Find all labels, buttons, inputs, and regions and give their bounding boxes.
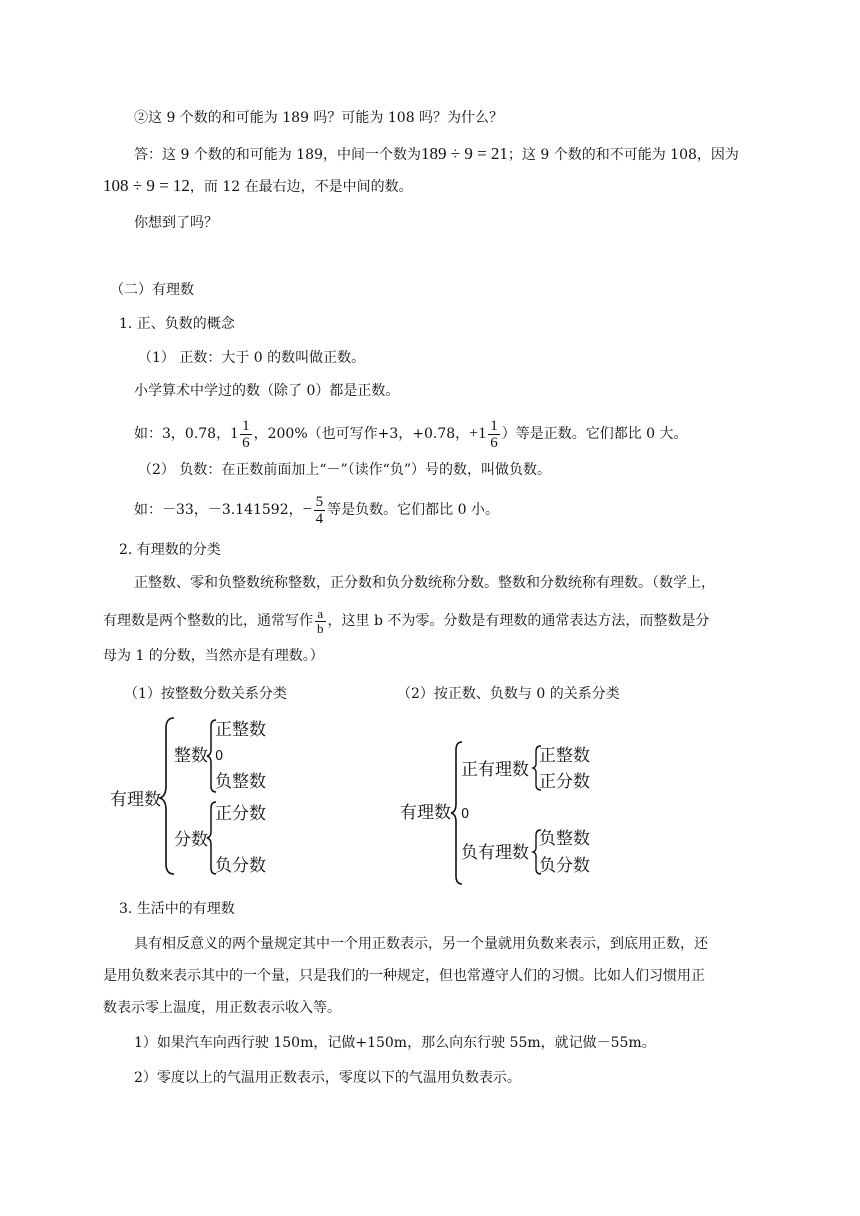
equation-108-div-9: 108 ÷ 9 = 12 [103,176,190,195]
answer-text-a: 答：这 9 个数的和可能为 189，中间一个数为 [134,147,421,163]
tree2-root: 有理数 [400,803,451,823]
classification-para-line-3: 母为 1 的分数，当然亦是有理数。） [103,648,324,664]
think-prompt: 你想到了吗？ [134,215,218,231]
fraction-numerator: a [315,607,326,622]
tree1-integer: 整数 [174,746,208,766]
para-text: ，这里 b 不为零。分数是有理数的通常表达方法，而整数是分 [327,613,710,629]
classification-1-title: （1）按整数分数关系分类 [124,686,287,702]
subheading-concept: 1. 正、负数的概念 [119,316,235,332]
fraction-one-sixth [240,418,252,451]
tree2-negative-integer: 负整数 [539,829,590,849]
classification-para-line-1: 正整数、零和负整数统称整数，正分数和负分数统称分数。整数和分数统称有理数。（数学上， [134,575,715,591]
answer-line-2 [103,176,413,197]
answer-text-b: ；这 9 个数的和不可能为 108，因为 [507,147,739,163]
ex1-mid: ，200%（也可写作+3，+0.78， [253,426,470,442]
equation-189-div-9: 189 ÷ 9 = 21 [420,144,508,163]
minus-sign: − [302,501,312,518]
section-heading-rational: （二）有理数 [110,282,194,298]
positive-note: 小学算术中学过的数（除了 0）都是正数。 [134,383,400,399]
tree2-zero: 0 [461,807,470,822]
daily-para-line-2: 是用负数来表示其中的一个量，只是我们的一种规定，但也常遵守人们的习惯。比如人们习惯用正 [103,968,705,984]
para-text: 有理数是两个整数的比，通常写作 [103,613,313,629]
tree1-negative-integer: 负整数 [215,772,266,792]
fraction-numerator: 1 [242,417,250,434]
subheading-classification: 2. 有理数的分类 [119,542,221,558]
list-item-2: 2）零度以上的气温用正数表示，零度以下的气温用负数表示。 [134,1070,521,1086]
fraction-numerator: 5 [315,493,324,510]
fraction-denominator: 6 [490,434,498,451]
tree1-zero: 0 [215,749,224,764]
tree1-positive-integer: 正整数 [215,720,266,740]
subheading-daily-life: 3. 生活中的有理数 [119,901,235,917]
ex2-post: 等是负数。它们都比 0 小。 [327,502,499,518]
positive-examples [134,416,688,452]
fraction-one-sixth-2 [488,418,500,451]
tree2-positive-integer: 正整数 [539,746,590,766]
fraction-numerator: 1 [490,417,498,434]
positive-def: （1） 正数：大于 0 的数叫做正数。 [138,350,366,366]
daily-para-line-1: 具有相反意义的两个量规定其中一个用正数表示，另一个量就用负数来表示，到底用正数，还 [134,936,708,952]
answer-text-c: ，而 12 在最右边，不是中间的数。 [189,179,413,195]
tree2-negative-rational: 负有理数 [461,843,529,863]
tree1-root-brace [158,716,178,876]
tree2-positive-rational: 正有理数 [461,760,529,780]
fraction-five-fourths [314,494,326,527]
question-2: ②这 9 个数的和可能为 189 吗？可能为 108 吗？为什么？ [134,110,504,126]
negative-def: （2） 负数：在正数前面加上“－”（读作“负”）号的数，叫做负数。 [138,462,551,478]
tree1-negative-fraction: 负分数 [215,856,266,876]
tree1-root: 有理数 [110,790,161,810]
fraction-denominator: 4 [315,510,324,527]
list-item-1: 1）如果汽车向西行驶 150m，记做+150m，那么向东行驶 55m，就记做－55m。 [134,1035,656,1051]
fraction-denominator: b [317,620,324,636]
plus-mixed-whole: +1 [469,425,487,442]
ex2-pre: 如：－33，－3.141592， [134,502,303,518]
negative-examples [134,492,499,528]
classification-para-line-2 [103,604,709,638]
tree1-fraction: 分数 [174,830,208,850]
daily-para-line-3: 数表示零上温度，用正数表示收入等。 [103,1000,341,1016]
mixed-whole: 1 [230,425,239,442]
classification-2-title: （2）按正数、负数与 0 的关系分类 [397,686,620,702]
fraction-a-over-b [315,607,326,636]
tree1-positive-fraction: 正分数 [215,804,266,824]
ex1-pre: 如：3，0.78， [134,426,231,442]
tree2-negative-fraction: 负分数 [539,856,590,876]
fraction-denominator: 6 [242,434,250,451]
tree2-positive-fraction: 正分数 [539,772,590,792]
answer-line-1 [134,144,739,165]
ex1-post: ）等是正数。它们都比 0 大。 [501,426,688,442]
